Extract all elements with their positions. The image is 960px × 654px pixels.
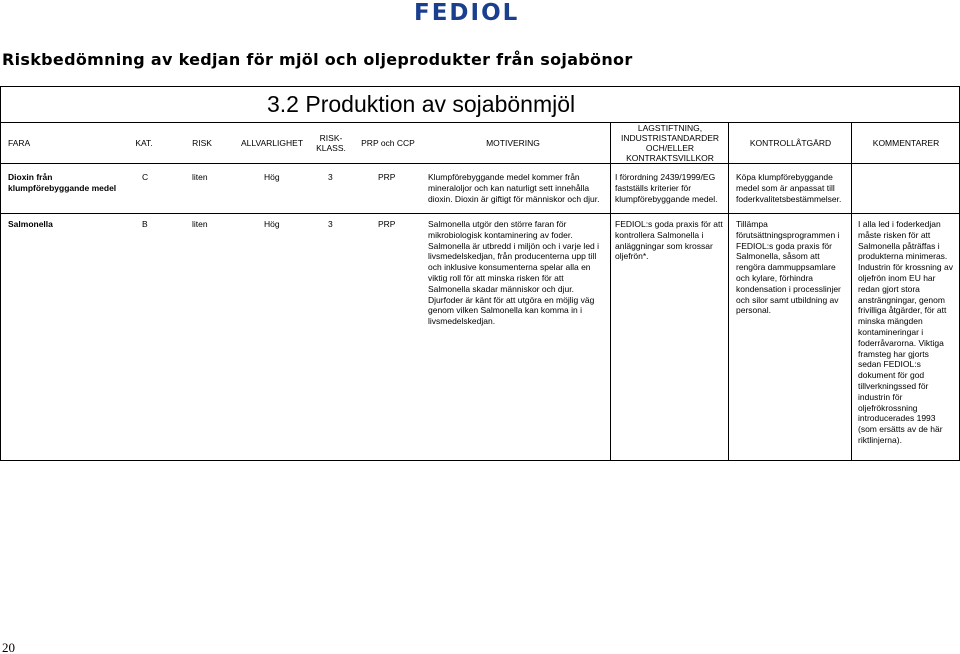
row1-kat: C bbox=[142, 172, 149, 182]
row1-kontrollatgard: Köpa klumpförebyggande medel som är anpassat till foderkvalitetsbestämmelser. bbox=[736, 172, 842, 204]
table-rule bbox=[610, 122, 611, 461]
fediol-logo: FEDIOL bbox=[414, 0, 520, 26]
header-allvarlighet: ALLVARLIGHET bbox=[240, 138, 304, 148]
row1-lagstiftning: I förordning 2439/1999/EG fastställs kriterier för klumpförebyggande medel. bbox=[615, 172, 718, 204]
row2-fara: Salmonella bbox=[8, 219, 53, 229]
row2-risk: liten bbox=[192, 219, 208, 229]
header-kat: KAT. bbox=[135, 138, 153, 148]
table-rule bbox=[0, 163, 960, 164]
row2-kontrollatgard: Tillämpa förutsättningsprogrammen i FEDIOL:s goda praxis för Salmonella, såsom att rengöra dammuppsamlare och kylare, förhindra kondensation i processlinjer och silor samt utbildning av personal. bbox=[736, 219, 841, 316]
row2-motivering: Salmonella utgör den större faran för mikrobiologisk kontaminering av foder. Salmonella är utbredd i miljön och i varje led i livsmedelskedjan, från producenterna upp till och inklusive konsumenterna spelar alla en viktig roll för att minska risken för att Salmonella skadar människor och djur. Djurfoder är känt för att utgöra en möjlig väg genom vilken Salmonella kan komma in i livsmedelskedjan. bbox=[428, 219, 600, 327]
page-number: 20 bbox=[2, 640, 15, 654]
row1-prp-ccp: PRP bbox=[378, 172, 396, 182]
header-lagstiftning: LAGSTIFTNING, INDUSTRISTANDARDER OCH/ELLER KONTRAKTSVILLKOR bbox=[620, 123, 720, 163]
row2-prp-ccp: PRP bbox=[378, 219, 396, 229]
row2-kat: B bbox=[142, 219, 148, 229]
row2-risk-klass: 3 bbox=[328, 219, 333, 229]
section-title: 3.2 Produktion av sojabönmjöl bbox=[267, 91, 576, 117]
row2-lagstiftning: FEDIOL:s goda praxis för att kontrollera Salmonella i anläggningar som krossar oljefrön*. bbox=[615, 219, 723, 262]
table-border-bottom bbox=[0, 460, 960, 461]
header-fara: FARA bbox=[8, 138, 31, 148]
row1-motivering: Klumpförebyggande medel kommer från mineraloljor och kan naturligt sett innehålla dioxin. Dioxin är giftigt för människor och djur. bbox=[428, 172, 600, 204]
header-risk: RISK bbox=[192, 138, 212, 148]
header-prp-ccp: PRP och CCP bbox=[361, 138, 415, 148]
table-rule bbox=[851, 122, 852, 461]
header-risk-klass: RISK- KLASS. bbox=[316, 133, 346, 153]
table-border-top bbox=[0, 86, 960, 87]
row1-fara: Dioxin från klumpförebyggande medel bbox=[8, 172, 117, 193]
header-kommentarer: KOMMENTARER bbox=[872, 138, 940, 148]
header-kontrollatgard: KONTROLLÅTGÄRD bbox=[749, 138, 832, 148]
table-rule bbox=[728, 122, 729, 461]
row2-kommentarer: I alla led i foderkedjan måste risken för att Salmonella påträffas i produkterna minimeras. Industrin för krossning av oljefrön inom EU har redan gjort stora ansträngningar, genom frivilliga åtgärder, för att minska mängden kontamineringar i foderråvarorna. Viktiga framsteg har gjorts sedan FEDIOL:s dokument för god tillverkningssed för industrin för oljefrökrossning introducerades 1993 (som ersätts av de här riktlinjerna). bbox=[858, 219, 953, 445]
row1-risk-klass: 3 bbox=[328, 172, 333, 182]
row1-allvarlighet: Hög bbox=[264, 172, 280, 182]
header-motivering: MOTIVERING bbox=[486, 138, 540, 148]
document-title: Riskbedömning av kedjan för mjöl och oljeprodukter från sojabönor bbox=[2, 50, 633, 69]
row2-allvarlighet: Hög bbox=[264, 219, 280, 229]
table-rule bbox=[0, 213, 960, 214]
row1-risk: liten bbox=[192, 172, 208, 182]
